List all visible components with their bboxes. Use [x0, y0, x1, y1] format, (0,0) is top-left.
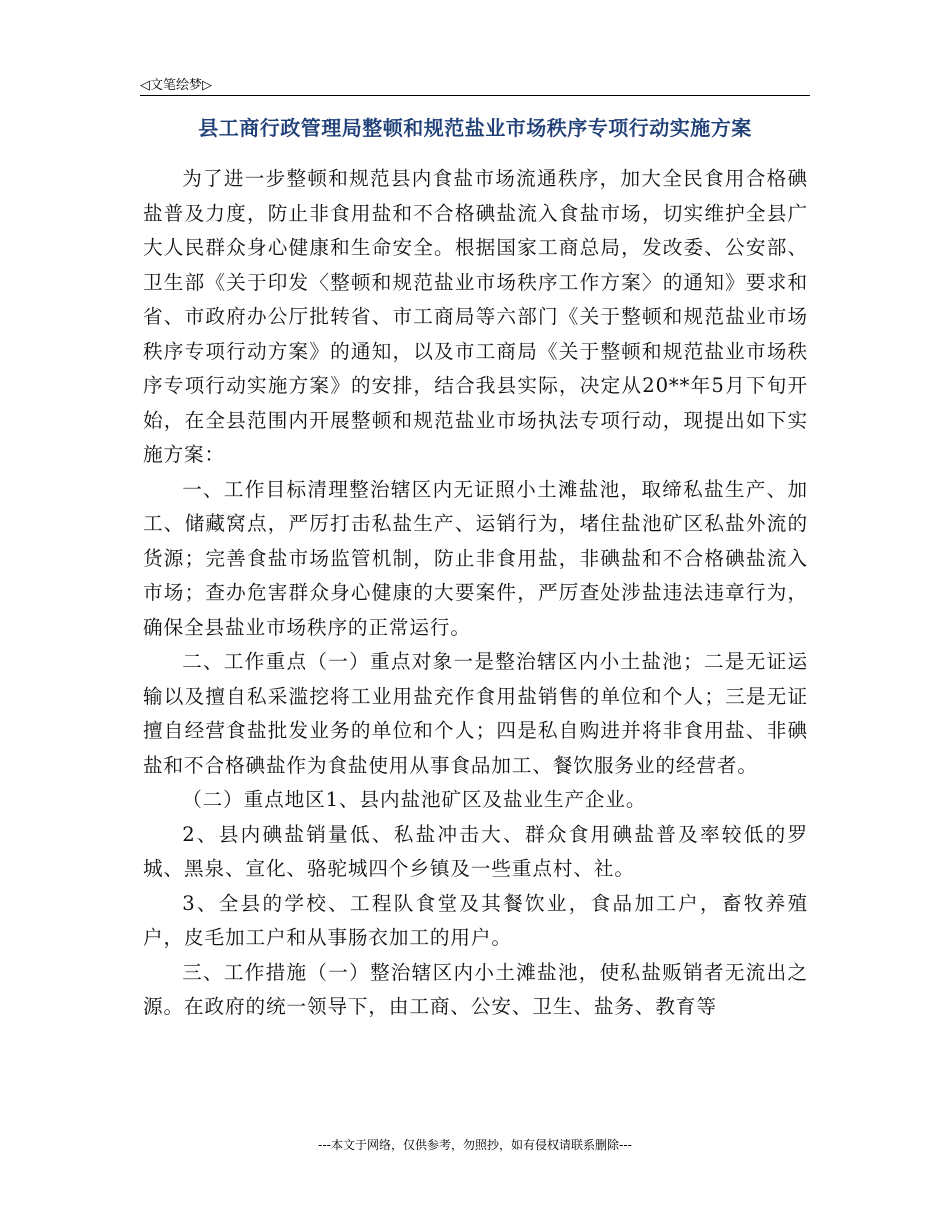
paragraph-goals: 一、工作目标清理整治辖区内无证照小土滩盐池，取缔私盐生产、加工、储藏窝点，严厉打击私盐生产、运销行为，堵住盐池矿区私盐外流的货源；完善食盐市场监管机制，防止非食用盐，非碘盐和不合格碘盐流入市场；查办危害群众身心健康的大要案件，严厉查处涉盐违法违章行为，确保全县盐业市场秩序的正常运行。	[143, 477, 808, 639]
paragraph-measures: 三、工作措施（一）整治辖区内小土滩盐池，使私盐贩销者无流出之源。在政府的统一领导下，由工商、公安、卫生、盐务、教育等	[143, 960, 808, 1018]
footer-disclaimer: ---本文于网络，仅供参考，勿照抄，如有侵权请联系删除---	[318, 1138, 632, 1152]
paragraph-key-areas: （二）重点地区1、县内盐池矿区及盐业生产企业。	[182, 788, 647, 811]
paragraph-area-2: 2、县内碘盐销量低、私盐冲击大、群众食用碘盐普及率较低的罗城、黑泉、宣化、骆驼城四个乡镇及一些重点村、社。	[143, 822, 808, 880]
paragraph-intro: 为了进一步整顿和规范县内食盐市场流通秩序，加大全民食用合格碘盐普及力度，防止非食用盐和不合格碘盐流入食盐市场，切实维护全县广大人民群众身心健康和生命安全。根据国家工商总局，发改委、公安部、卫生部《关于印发〈整顿和规范盐业市场秩序工作方案〉的通知》要求和省、市政府办公厅批转省、市工商局等六部门《关于整顿和规范盐业市场秩序专项行动方案》的通知，以及市工商局《关于整顿和规范盐业市场秩序专项行动实施方案》的安排，结合我县实际，决定从20**年5月下旬开始，在全县范围内开展整顿和规范盐业市场执法专项行动，现提出如下实施方案：	[143, 167, 808, 466]
header-logo-text: ◁文笔绘梦▷	[140, 78, 212, 93]
document-body	[143, 162, 808, 1025]
paragraph-key-targets: 二、工作重点（一）重点对象一是整治辖区内小土盐池；二是无证运输以及擅自私采滥挖将工业用盐充作食用盐销售的单位和个人；三是无证擅自经营食盐批发业务的单位和个人；四是私自购进并将非食用盐、非碘盐和不合格碘盐作为食盐使用从事食品加工、餐饮服务业的经营者。	[143, 650, 808, 777]
paragraph-area-3: 3、全县的学校、工程队食堂及其餐饮业，食品加工户，畜牧养殖户，皮毛加工户和从事肠衣加工的用户。	[143, 891, 808, 949]
document-title: 县工商行政管理局整顿和规范盐业市场秩序专项行动实施方案	[198, 116, 752, 140]
header-divider	[140, 95, 810, 96]
